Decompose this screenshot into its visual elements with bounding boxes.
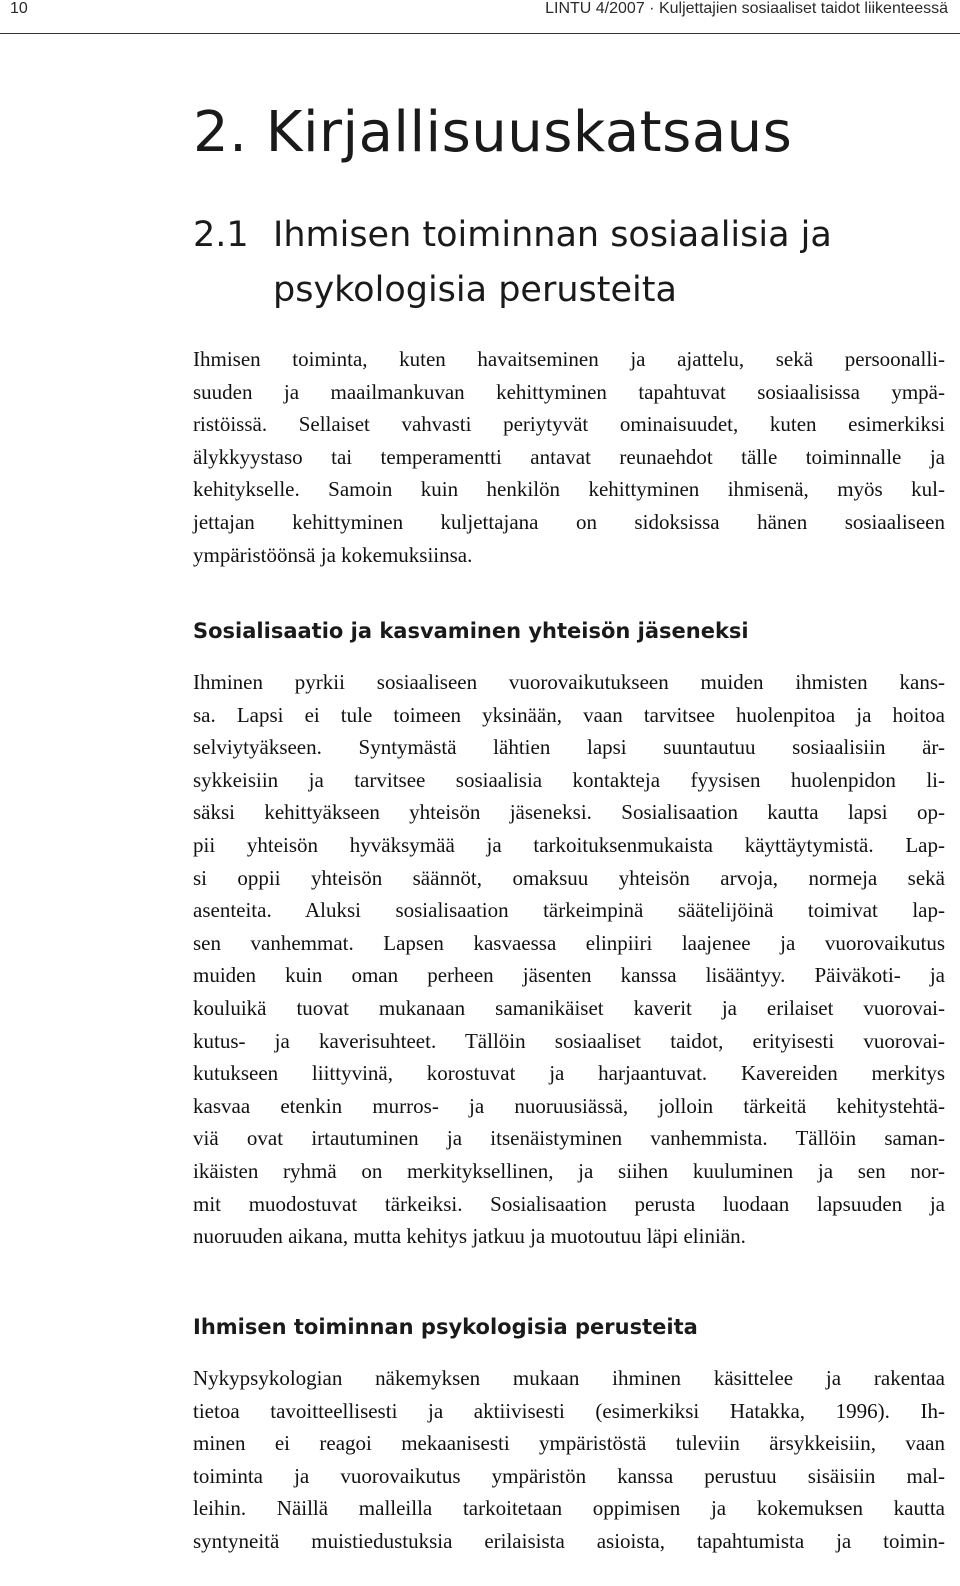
text-line: kehitykselle. Samoin kuin henkilön kehittyminen ihmisenä, myös kul-: [193, 477, 945, 502]
text-line: Nykypsykologian näkemyksen mukaan ihminen käsittelee ja rakentaa: [193, 1366, 945, 1390]
text-line: pii yhteisön hyväksymää ja tarkoituksenmukaista käyttäytymistä. Lap-: [193, 832, 945, 857]
section-title: [193, 208, 832, 318]
text-line: kouluikä tuovat mukanaan samanikäiset kaverit ja erilaiset vuorovai-: [193, 995, 945, 1020]
page-number: 10: [10, 0, 28, 17]
paragraph-3: [193, 1362, 945, 1558]
section-title-line2: psykologisia perusteita: [273, 270, 677, 310]
text-line: minen ei reagoi mekaanisesti ympäristöstä tuleviin ärsykkeisiin, vaan: [193, 1431, 945, 1456]
text-line: selviytyäkseen. Syntymästä lähtien lapsi suuntautuu sosiaalisiin är-: [193, 735, 945, 760]
text-line: nuoruuden aikana, mutta kehitys jatkuu ja muotoutuu läpi eliniän.: [193, 1224, 746, 1249]
text-line: asenteita. Aluksi sosialisaation tärkeimpinä säätelijöinä toimivat lap-: [193, 898, 945, 923]
text-line: ristöissä. Sellaiset vahvasti periytyvät ominaisuudet, kuten esimerkiksi: [193, 412, 945, 437]
text-line: sykkeisiin ja tarvitsee sosiaalisia kontakteja fyysisen huolenpidon li-: [193, 767, 945, 792]
text-line: ympäristöönsä ja kokemuksiinsa.: [193, 542, 473, 567]
text-line: leihin. Näillä malleilla tarkoitetaan oppimisen ja kokemuksen kautta: [193, 1496, 945, 1521]
text-line: sa. Lapsi ei tule toimeen yksinään, vaan tarvitsee huolenpitoa ja hoitoa: [193, 702, 945, 727]
chapter-title: 2. Kirjallisuuskatsaus: [193, 100, 793, 165]
text-line: viä ovat irtautuminen ja itsenäistyminen vanhemmista. Tällöin saman-: [193, 1126, 945, 1151]
running-head: LINTU 4/2007 · Kuljettajien sosiaaliset taidot liikenteessä: [545, 0, 948, 17]
text-line: ikäisten ryhmä on merkityksellinen, ja siihen kuuluminen ja sen nor-: [193, 1158, 945, 1183]
text-line: tietoa tavoitteellisesti ja aktiivisesti (esimerkiksi Hatakka, 1996). Ih-: [193, 1398, 945, 1423]
section-title-line1: [193, 208, 832, 263]
text-line: suuden ja maailmankuvan kehittyminen tapahtuvat sosiaalisissa ympä-: [193, 379, 945, 404]
text-line: kutukseen liittyvinä, korostuvat ja harjaantuvat. Kavereiden merkitys: [193, 1061, 945, 1086]
text-line: toiminta ja vuorovaikutus ympäristön kanssa perustuu sisäisiin mal-: [193, 1463, 945, 1488]
text-line: älykkyystaso tai temperamentti antavat reunaehdot tälle toiminnalle ja: [193, 444, 945, 469]
header-rule: [0, 33, 960, 34]
text-line: si oppii yhteisön säännöt, omaksuu yhteisön arvoja, normeja sekä: [193, 865, 945, 890]
text-line: muiden kuin oman perheen jäsenten kanssa lisääntyy. Päiväkoti- ja: [193, 963, 945, 988]
subheading-psychology: Ihmisen toiminnan psykologisia perusteita: [193, 1315, 698, 1339]
section-title-text1: Ihmisen toiminnan sosiaalisia ja: [273, 215, 832, 255]
subheading-socialization: Sosialisaatio ja kasvaminen yhteisön jäseneksi: [193, 619, 749, 643]
text-line: kutus- ja kaverisuhteet. Tällöin sosiaaliset taidot, erityisesti vuorovai-: [193, 1028, 945, 1053]
text-line: syntyneitä muistiedustuksia erilaisista asioista, tapahtumista ja toimin-: [193, 1528, 945, 1553]
text-line: mit muodostuvat tärkeiksi. Sosialisaation perusta luodaan lapsuuden ja: [193, 1191, 945, 1216]
text-line: Ihminen pyrkii sosiaaliseen vuorovaikutukseen muiden ihmisten kans-: [193, 670, 945, 694]
text-line: säksi kehittyäkseen yhteisön jäseneksi. Sosialisaation kautta lapsi op-: [193, 800, 945, 825]
text-line: kasvaa etenkin murros- ja nuoruusiässä, jolloin tärkeitä kehitystehtä-: [193, 1093, 945, 1118]
paragraph-1: [193, 343, 945, 571]
text-line: jettajan kehittyminen kuljettajana on sidoksissa hänen sosiaaliseen: [193, 509, 945, 534]
text-line: sen vanhemmat. Lapsen kasvaessa elinpiiri laajenee ja vuorovaikutus: [193, 930, 945, 955]
page-header: [0, 0, 960, 38]
paragraph-2: [193, 666, 945, 1253]
text-line: Ihmisen toiminta, kuten havaitseminen ja ajattelu, sekä persoonalli-: [193, 347, 945, 371]
section-number: 2.1: [193, 215, 249, 255]
